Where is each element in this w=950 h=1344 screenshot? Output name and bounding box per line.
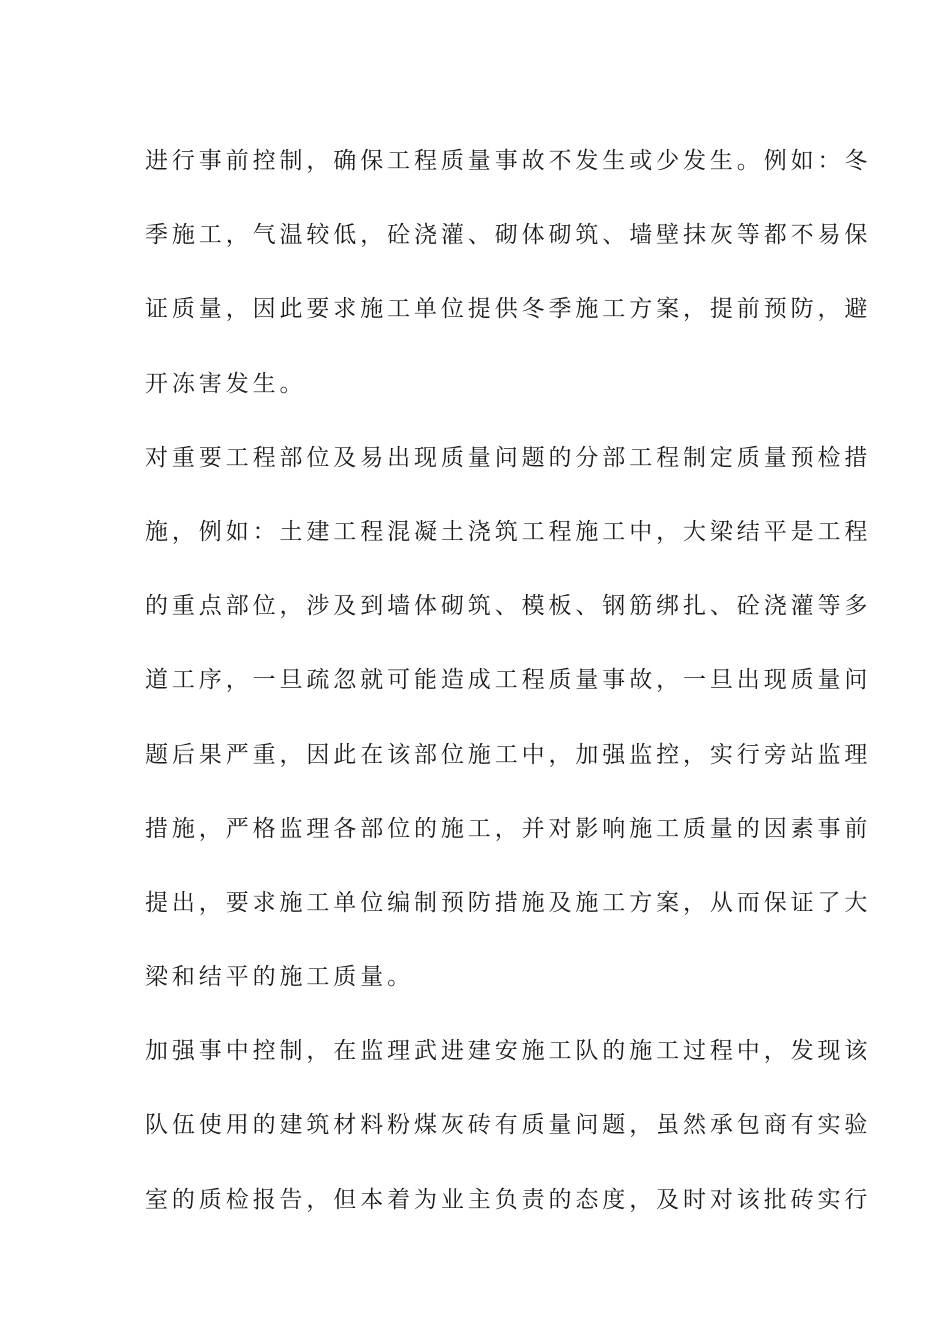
body-text — [145, 124, 872, 1237]
paragraph-1-line-4: 开冻害发生。 — [145, 370, 307, 397]
paragraph-2-line-4: 道工序，一旦疏忽就可能造成工程质量事故，一旦出现质量问 — [145, 667, 872, 694]
paragraph-2-line-6: 措施，严格监理各部位的施工，并对影响施工质量的因素事前 — [145, 815, 872, 842]
paragraph-2-line-1: 对重要工程部位及易出现质量问题的分部工程制定质量预检措 — [145, 444, 872, 471]
paragraph-3-line-3: 室的质检报告，但本着为业主负责的态度，及时对该批砖实行 — [145, 1186, 872, 1213]
paragraph-2-line-7: 提出，要求施工单位编制预防措施及施工方案，从而保证了大 — [145, 889, 872, 916]
paragraph-2-line-5: 题后果严重，因此在该部位施工中，加强监控，实行旁站监理 — [145, 741, 872, 768]
paragraph-1-line-1: 进行事前控制，确保工程质量事故不发生或少发生。例如：冬 — [145, 148, 872, 174]
paragraph-3-line-1: 加强事中控制，在监理武进建安施工队的施工过程中，发现该 — [145, 1038, 872, 1065]
paragraph-2-line-3: 的重点部位，涉及到墙体砌筑、模板、钢筋绑扎、砼浇灌等多 — [145, 593, 872, 620]
paragraph-3-line-2: 队伍使用的建筑材料粉煤灰砖有质量问题，虽然承包商有实验 — [145, 1112, 872, 1139]
paragraph-2-line-2: 施，例如：土建工程混凝土浇筑工程施工中，大梁结平是工程 — [145, 518, 872, 545]
paragraph-2-line-8: 梁和结平的施工质量。 — [145, 964, 414, 991]
paragraph-1-line-3: 证质量，因此要求施工单位提供冬季施工方案，提前预防，避 — [145, 296, 872, 323]
paragraph-1-line-2: 季施工，气温较低，砼浇灌、砌体砌筑、墙壁抹灰等都不易保 — [145, 222, 872, 249]
